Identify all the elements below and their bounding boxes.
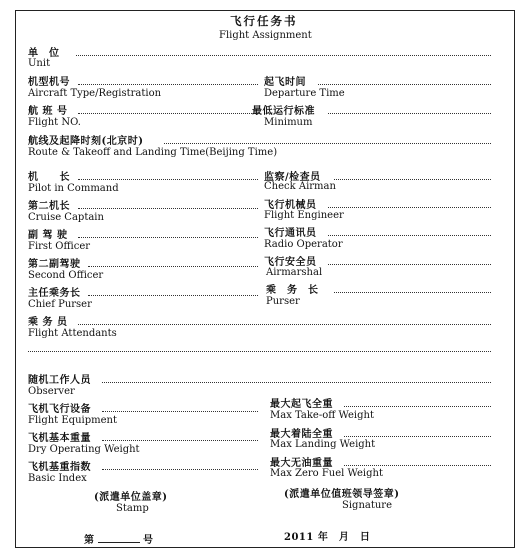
second-officer-field-line xyxy=(88,266,258,267)
equipment-label-en: Flight Equipment xyxy=(28,415,117,426)
equipment-label-cn: 飞机飞行设备 xyxy=(28,404,91,415)
route-label-cn: 航线及起降时刻(北京时) xyxy=(28,136,144,147)
purser-field-line xyxy=(334,292,491,293)
engineer-field-line xyxy=(328,207,491,208)
minimum-field-line xyxy=(328,113,491,114)
mzfw-field-line xyxy=(344,465,491,466)
mzfw-label-en: Max Zero Fuel Weight xyxy=(270,468,383,479)
stamp-label-en: Stamp xyxy=(116,503,149,514)
pic-label-en: Pilot in Command xyxy=(28,183,119,194)
mlw-label-en: Max Landing Weight xyxy=(270,439,376,450)
unit-field-line xyxy=(76,55,491,56)
equipment-field-line xyxy=(102,411,258,412)
cruise-captain-field-line xyxy=(78,208,258,209)
observer-label-en: Observer xyxy=(28,386,75,397)
number-suffix: 号 xyxy=(143,535,154,546)
pic-field-line xyxy=(78,179,258,180)
flight-no-label-en: Flight NO. xyxy=(28,117,81,128)
attendants-label-cn: 乘 务 员 xyxy=(28,317,68,328)
first-officer-label-cn: 副 驾 驶 xyxy=(28,230,68,241)
observer-label-cn: 随机工作人员 xyxy=(28,375,91,386)
dow-label-en: Dry Operating Weight xyxy=(28,444,140,455)
unit-label-en: Unit xyxy=(28,58,51,69)
dow-field-line xyxy=(102,440,258,441)
mlw-field-line xyxy=(344,436,491,437)
mzfw-label-cn: 最大无油重量 xyxy=(270,458,333,469)
aircraft-field-line xyxy=(78,84,258,85)
attendants-label-en: Flight Attendants xyxy=(28,328,117,339)
radio-operator-label-en: Radio Operator xyxy=(264,239,343,250)
minimum-label-en: Minimum xyxy=(264,117,313,128)
departure-field-line xyxy=(318,84,491,85)
route-label-en: Route & Takeoff and Landing Time(Beijing Time) xyxy=(28,147,278,158)
mtow-field-line xyxy=(344,406,491,407)
signature-label-cn: (派遣单位值班领导签章) xyxy=(284,489,400,500)
route-field-line xyxy=(164,143,491,144)
chief-purser-label-en: Chief Purser xyxy=(28,299,92,310)
purser-label-cn: 乘 务 长 xyxy=(266,285,319,296)
form-title-en: Flight Assignment xyxy=(219,30,312,41)
mtow-label-en: Max Take-off Weight xyxy=(270,410,374,421)
attendants-field-line-1 xyxy=(78,324,491,325)
number-prefix: 第 xyxy=(84,535,95,546)
departure-label-cn: 起飞时间 xyxy=(264,77,306,88)
stamp-label-cn: (派遣单位盖章) xyxy=(94,492,168,503)
check-airman-label-en: Check Airman xyxy=(264,181,336,192)
attendants-field-line-2 xyxy=(28,351,491,352)
basic-index-label-cn: 飞机基重指数 xyxy=(28,462,91,473)
basic-index-field-line xyxy=(102,469,258,470)
cruise-captain-label-cn: 第二机长 xyxy=(28,201,70,212)
purser-label-en: Purser xyxy=(266,296,300,307)
engineer-label-en: Flight Engineer xyxy=(264,210,344,221)
mlw-label-cn: 最大着陆全重 xyxy=(270,429,333,440)
departure-label-en: Departure Time xyxy=(264,88,345,99)
chief-purser-field-line xyxy=(88,295,258,296)
signature-label-en: Signature xyxy=(342,500,393,511)
first-officer-field-line xyxy=(78,237,258,238)
date-label: 2011 年 月 日 xyxy=(284,532,371,543)
basic-index-label-en: Basic Index xyxy=(28,473,87,484)
airmarshal-field-line xyxy=(328,264,491,265)
flight-no-field-line xyxy=(78,113,258,114)
mtow-label-cn: 最大起飞全重 xyxy=(270,399,333,410)
airmarshal-label-en: Airmarshal xyxy=(266,267,323,278)
flight-no-label-cn: 航 班 号 xyxy=(28,106,68,117)
airmarshal-label-cn: 飞行安全员 xyxy=(264,257,317,268)
check-airman-field-line xyxy=(334,179,491,180)
first-officer-label-en: First Officer xyxy=(28,241,91,252)
cruise-captain-label-en: Cruise Captain xyxy=(28,212,104,223)
flight-assignment-form xyxy=(15,10,515,548)
observer-field-line xyxy=(102,382,491,383)
second-officer-label-en: Second Officer xyxy=(28,270,104,281)
pic-label-cn: 机 长 xyxy=(28,172,70,183)
aircraft-label-en: Aircraft Type/Registration xyxy=(28,88,162,99)
unit-label-cn: 单 位 xyxy=(28,48,60,59)
check-airman-label-cn: 监察/检查员 xyxy=(264,172,321,183)
radio-operator-label-cn: 飞行通讯员 xyxy=(264,228,317,239)
number-field-line xyxy=(98,542,140,543)
radio-operator-field-line xyxy=(328,235,491,236)
engineer-label-cn: 飞行机械员 xyxy=(264,200,317,211)
minimum-label-cn: 最低运行标准 xyxy=(252,106,315,117)
aircraft-label-cn: 机型机号 xyxy=(28,77,70,88)
second-officer-label-cn: 第二副驾驶 xyxy=(28,259,81,270)
dow-label-cn: 飞机基本重量 xyxy=(28,433,91,444)
chief-purser-label-cn: 主任乘务长 xyxy=(28,288,81,299)
form-title-cn: 飞行任务书 xyxy=(230,14,298,28)
